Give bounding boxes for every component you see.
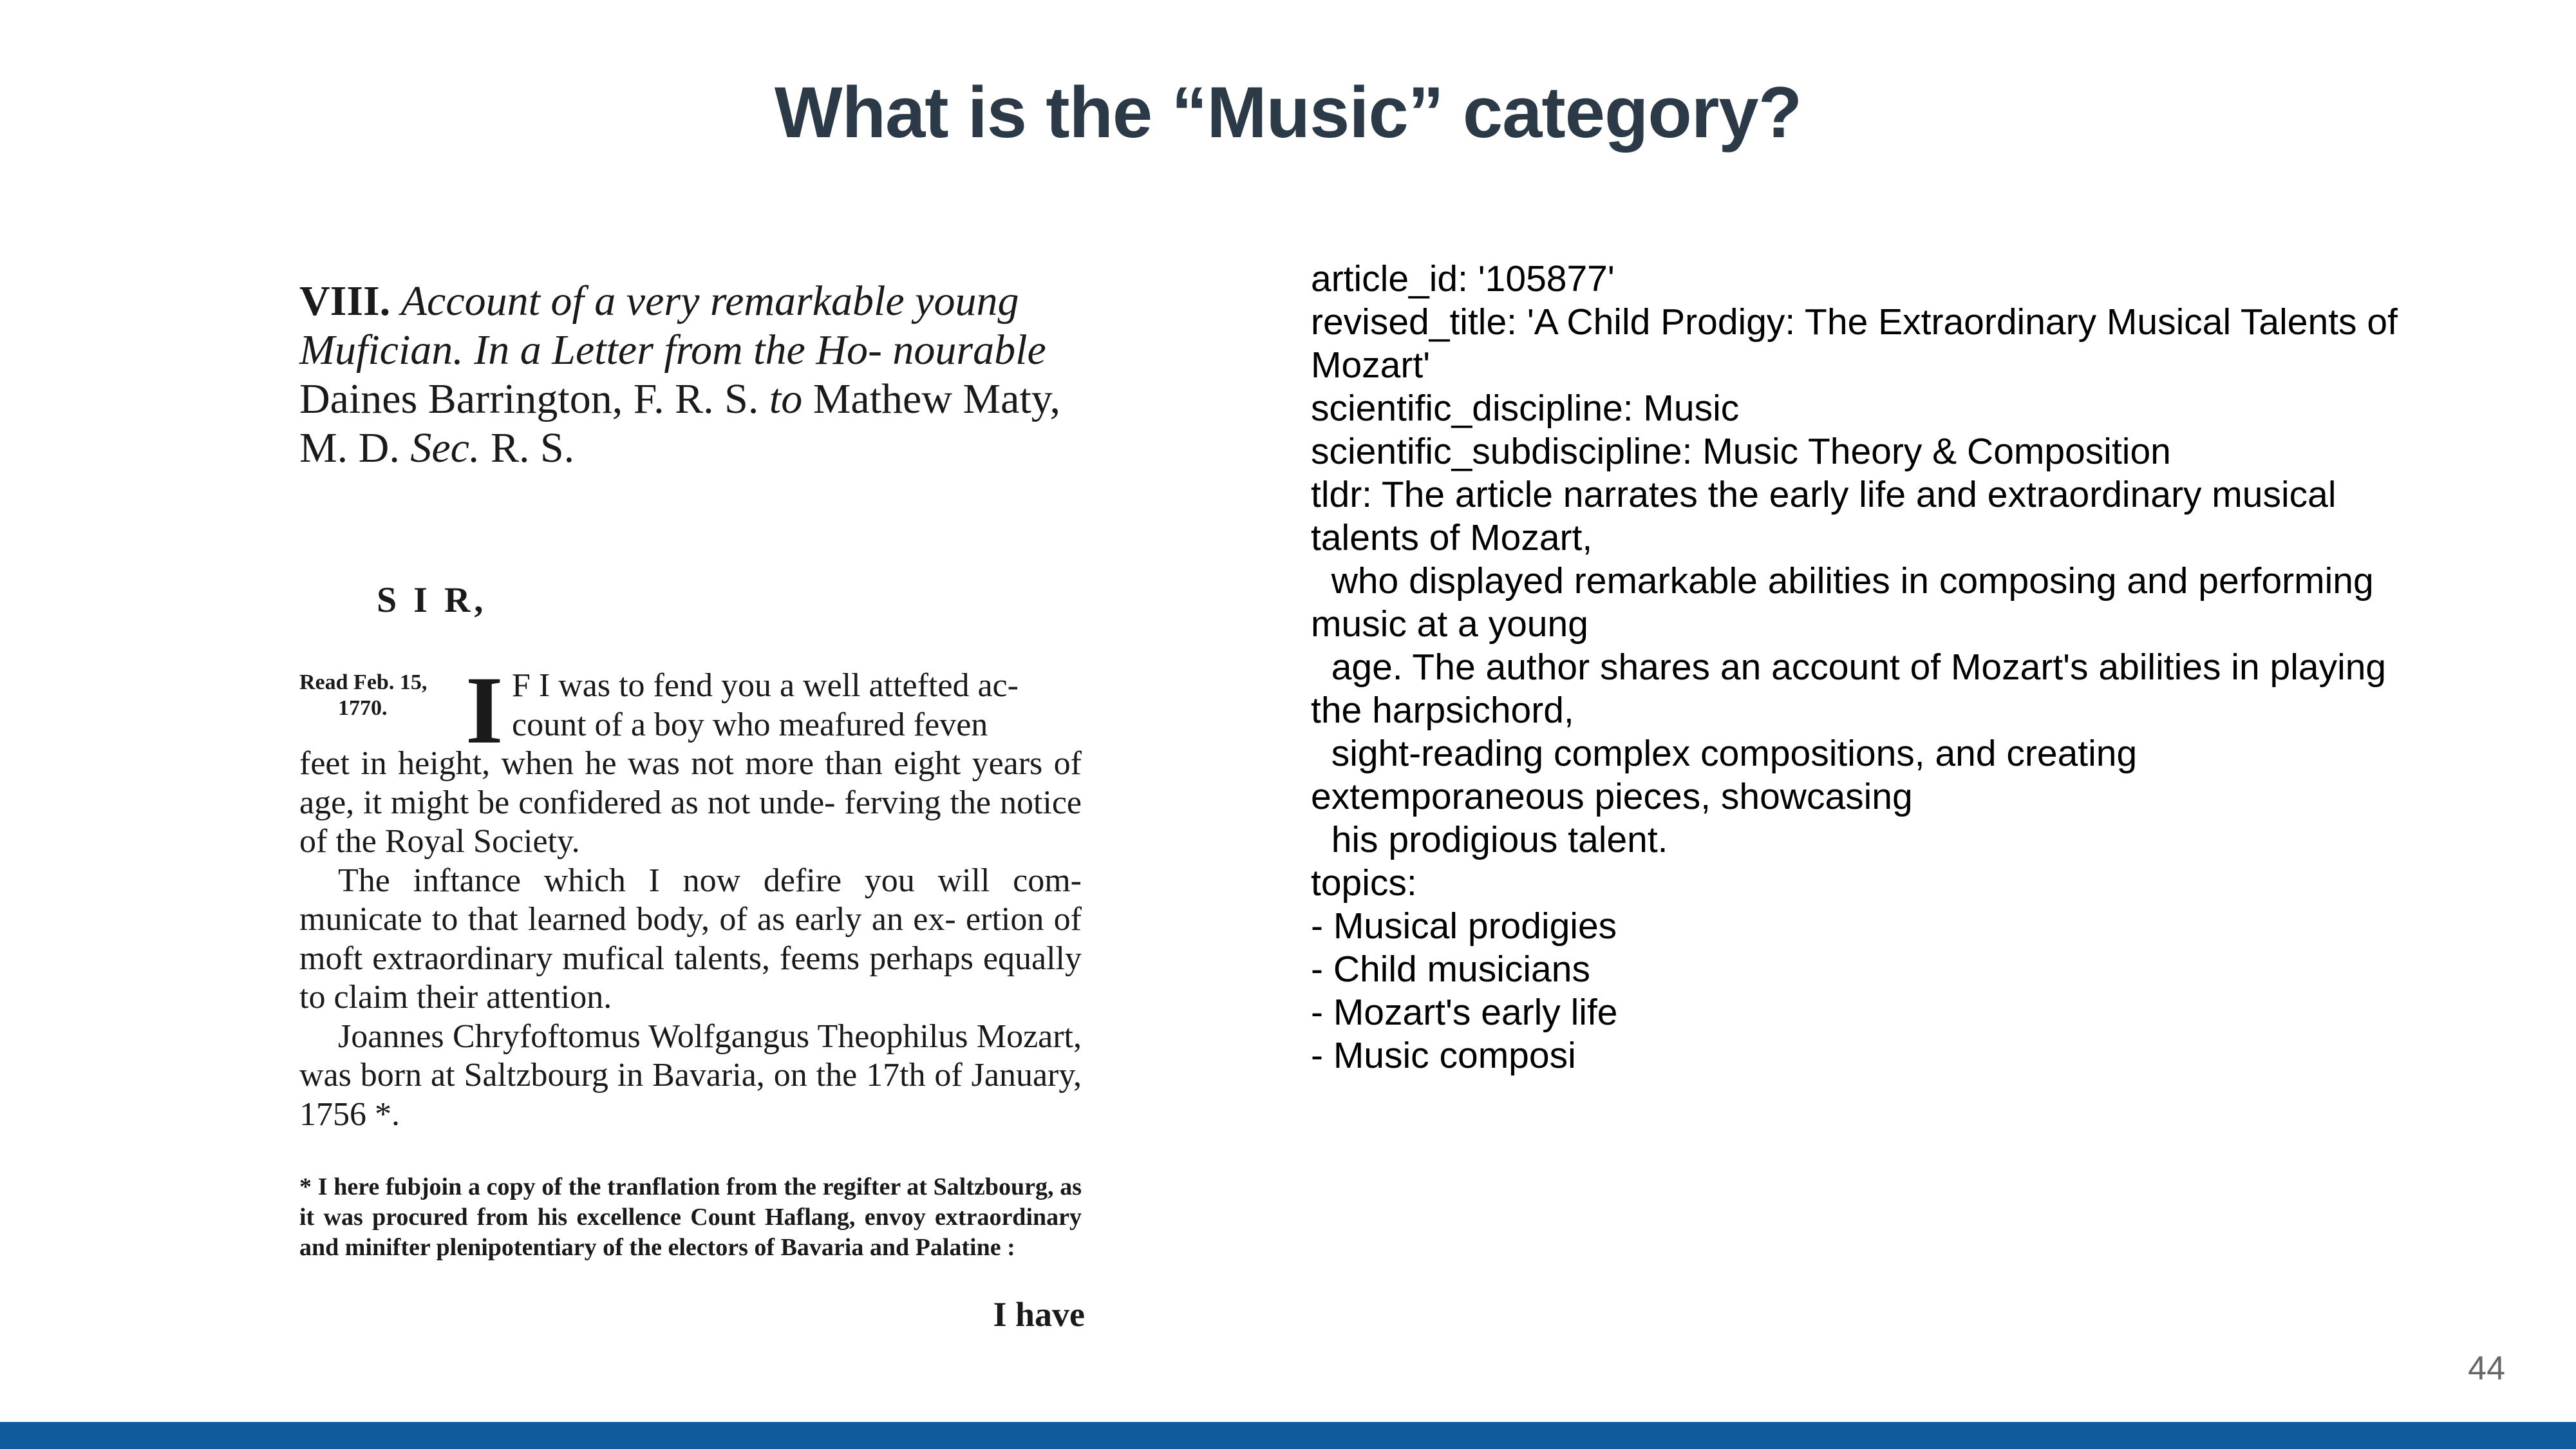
author-name: Daines Barrington, F. R. S. <box>299 375 759 422</box>
metadata-line: topics: <box>1311 862 1417 904</box>
paragraph-1-rest: feet in height, when he was not more than eight years of age, it might be confidered as not unde- ferving the notice of the Royal Society. <box>299 745 1082 860</box>
catchword: I have <box>993 1295 1085 1334</box>
read-date-line-2: 1770. <box>338 696 388 720</box>
heading-to: to <box>769 375 803 422</box>
footnote: * I here fubjoin a copy of the tranflation from the regifter at Saltzbourg, as it was procured from his excellence Count Haflang, envoy extraordinary and minifter plenipotentiary of the electors of Bavaria and Palatine : <box>299 1173 1082 1261</box>
metadata-line: - Musical prodigies <box>1311 905 1617 947</box>
paragraph-1-line-2: count of a boy who meafured feven <box>512 706 988 743</box>
metadata-line: - Mozart's early life <box>1311 992 1618 1033</box>
article-number: VIII. <box>299 278 391 325</box>
bottom-accent-bar <box>0 1422 2576 1449</box>
metadata-text-block <box>1311 258 2408 1077</box>
metadata-line: scientific_discipline: Music <box>1311 388 1740 429</box>
metadata-line: his prodigious talent. <box>1311 819 1668 860</box>
paragraph-2: The inftance which I now defire you will com- municate to that learned body, of as early an ex- ertion of moft extraordinary mufical talents, feems perhaps equally to claim their attention. <box>299 862 1082 1016</box>
drop-cap: I <box>465 657 503 764</box>
metadata-line: who displayed remarkable abilities in composing and performing music at a young <box>1311 560 2384 645</box>
article-body <box>299 667 1082 1134</box>
paragraph-3: Joannes Chryfoftomus Wolfgangus Theophilus Mozart, was born at Saltzbourg in Bavaria, on the 17th of January, 1756 *. <box>299 1018 1082 1133</box>
metadata-line: - Child musicians <box>1311 949 1590 990</box>
paragraph-1-line-1: F I was to fend you a well attefted ac- <box>512 667 1019 704</box>
heading-sec: Sec. <box>410 424 480 471</box>
article-title-italic: Account of a very remarkable young Mufician. In a Letter from the Ho- nourable <box>299 278 1046 374</box>
page-number: 44 <box>2468 1350 2505 1387</box>
recipient-name: Mathew Maty, M. D. <box>299 375 1061 471</box>
salutation: S I R, <box>377 580 487 620</box>
scanned-article-image <box>293 277 1091 1333</box>
heading-rs: R. S. <box>490 424 575 471</box>
metadata-line: tldr: The article narrates the early life and extraordinary musical talents of Mozart, <box>1311 474 2347 558</box>
metadata-line: scientific_subdiscipline: Music Theory & Composition <box>1311 431 2171 472</box>
article-heading <box>299 277 1085 473</box>
metadata-line: - Music composi <box>1311 1035 1576 1076</box>
metadata-line: article_id: '105877' <box>1311 258 1615 299</box>
metadata-line: sight-reading complex compositions, and creating extemporaneous pieces, showcasing <box>1311 733 2148 817</box>
slide-title: What is the “Music” category? <box>774 72 1802 153</box>
read-date-line-1: Read Feb. 15, <box>299 670 428 694</box>
metadata-line: age. The author shares an account of Mozart's abilities in playing the harpsichord, <box>1311 647 2396 731</box>
metadata-line: revised_title: 'A Child Prodigy: The Extraordinary Musical Talents of Mozart' <box>1311 301 2408 386</box>
